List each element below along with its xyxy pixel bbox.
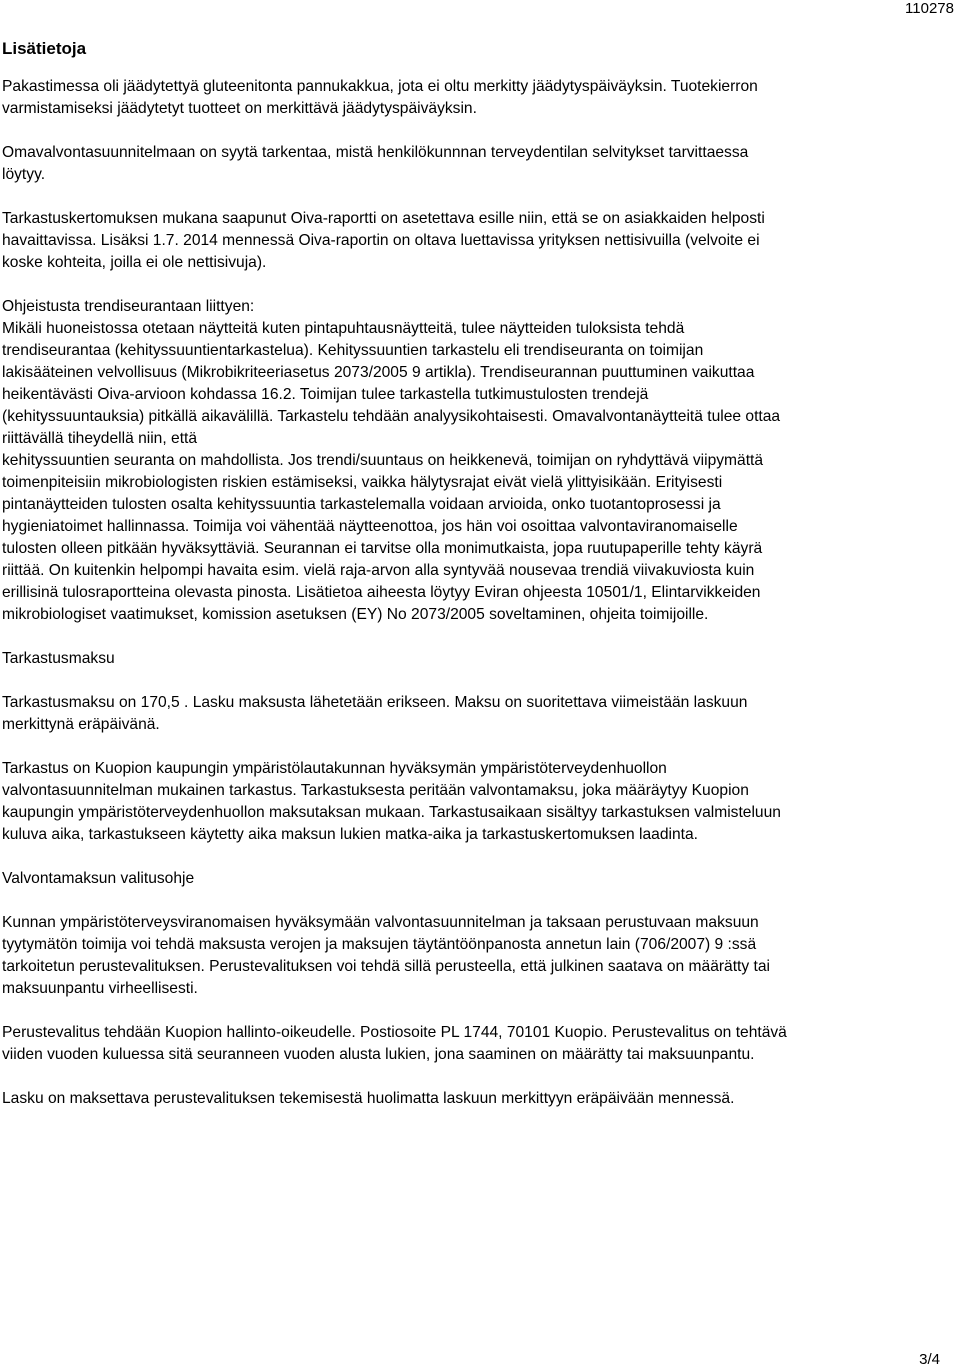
- paragraph-fee-amount: [2, 692, 954, 736]
- text-line: tyytymätön toimija voi tehdä maksusta verojen ja maksujen täytäntöönpanosta annetun lain (706/2007) 9 :ssä: [2, 936, 757, 953]
- text-line: trendiseurantaa (kehityssuuntientarkastelua). Kehityssuuntien tarkastelu eli trendiseuranta on toimijan: [2, 342, 704, 359]
- page-number: 3/4: [919, 1351, 940, 1368]
- text-line: kehityssuuntien seuranta on mahdollista. Jos trendi/suuntaus on heikkenevä, toimijan on ryhdyttävä viipymättä: [2, 452, 764, 469]
- paragraph-trend-monitoring: [2, 296, 954, 626]
- text-line: kaupungin ympäristöterveydenhuollon maksutaksan mukaan. Tarkastusaikaan sisältyy tarkastuksen valmisteluun: [2, 804, 781, 821]
- paragraph-appeal-address: [2, 1022, 954, 1066]
- document-id: 110278: [905, 0, 954, 17]
- text-line: Omavalvontasuunnitelmaan on syytä tarkentaa, mistä henkilökunnnan terveydentilan selvitykset tarvittaessa: [2, 144, 749, 161]
- text-line: valvontasuunnitelman mukainen tarkastus. Tarkastuksesta peritään valvontamaksu, joka määräytyy Kuopion: [2, 782, 749, 799]
- text-line: (kehityssuuntauksia) pitkällä aikavälillä. Tarkastelu tehdään analyysikohtaisesti. Omavalvontanäytteitä tulee ottaa: [2, 408, 781, 425]
- text-line: varmistamiseksi jäädytetyt tuotteet on merkittävä jäädytyspäiväyksin.: [2, 100, 477, 117]
- text-line: Tarkastus on Kuopion kaupungin ympäristölautakunnan hyväksymän ympäristöterveydenhuollon: [2, 760, 667, 777]
- text-line: tarkoitetun perustevalituksen. Perustevalituksen voi tehdä sillä perusteella, että julkinen saatava on määrätty tai: [2, 958, 770, 975]
- paragraph-oiva-report: [2, 208, 954, 274]
- text-line: pintanäytteiden tulosten osalta kehityssuuntia tarkastelemalla voidaan arvioida, onko tuotantoprosessi ja: [2, 496, 721, 513]
- text-line: löytyy.: [2, 166, 46, 183]
- text-line: heikentävästi Oiva-arvioon kohdassa 16.2. Toimijan tulee tarkastella tutkimustulosten trendejä: [2, 386, 649, 403]
- text-line: kuluva aika, tarkastukseen käytetty aika maksun lukien matka-aika ja tarkastuskertomuksen laadinta.: [2, 826, 698, 843]
- paragraph-appeal-payment: [2, 1088, 954, 1110]
- text-line: Kunnan ympäristöterveysviranomaisen hyväksymään valvontasuunnitelman ja taksaan perustuvaan maksuun: [2, 914, 759, 931]
- text-line: riittävällä tiheydellä niin, että: [2, 430, 198, 447]
- text-line: viiden vuoden kuluessa sitä seuranneen vuoden alusta lukien, jona saaminen on määrätty tai maksuunpantu.: [2, 1046, 755, 1063]
- paragraph-appeal-right: [2, 912, 954, 1000]
- text-line: riittää. On kuitenkin helpompi havaita esim. vielä raja-arvon alla syntyvää nousevaa trendiä viivakuviosta kuin: [2, 562, 755, 579]
- text-line: lakisääteinen velvollisuus (Mikrobikriteeriasetus 2073/2005 9 artikla). Trendiseurannan puuttuminen vaikuttaa: [2, 364, 755, 381]
- fee-heading: Tarkastusmaksu: [2, 650, 115, 667]
- text-line: erillisinä tulosraportteina olevasta pinosta. Lisätietoa aiheesta löytyy Eviran ohjeesta 10501/1, Elintarvikkeiden: [2, 584, 761, 601]
- text-line: Pakastimessa oli jäädytettyä gluteenitonta pannukakkua, jota ei oltu merkitty jäädytyspäiväyksin. Tuotekierron: [2, 78, 758, 95]
- text-line: merkittynä eräpäivänä.: [2, 716, 160, 733]
- text-line: havaittavissa. Lisäksi 1.7. 2014 mennessä Oiva-raportin on oltava luettavissa yrityksen nettisivuilla (velvoite ei: [2, 232, 760, 249]
- paragraph-health-records: [2, 142, 954, 186]
- text-line: Tarkastusmaksu on 170,5 . Lasku maksusta lähetetään erikseen. Maksu on suoritettava viimeistään laskuun: [2, 694, 748, 711]
- text-line: Perustevalitus tehdään Kuopion hallinto-oikeudelle. Postiosoite PL 1744, 70101 Kuopio. Perustevalitus on tehtävä: [2, 1024, 787, 1041]
- appeal-heading: Valvontamaksun valitusohje: [2, 870, 195, 887]
- text-line: toimenpiteisiin mikrobiologisten riskien estämiseksi, vaikka hälytysrajat eivät vielä ylittyisikään. Erityisesti: [2, 474, 723, 491]
- paragraph-fee-basis: [2, 758, 954, 846]
- text-line: Tarkastuskertomuksen mukana saapunut Oiva-raportti on asetettava esille niin, että se on asiakkaiden helposti: [2, 210, 765, 227]
- section-title: Lisätietoja: [2, 39, 87, 58]
- text-line: Lasku on maksettava perustevalituksen tekemisestä huolimatta laskuun merkittyyn eräpäivään mennessä.: [2, 1090, 735, 1107]
- text-line: Ohjeistusta trendiseurantaan liittyen:: [2, 298, 255, 315]
- paragraph-freezer-note: [2, 76, 954, 120]
- text-line: Mikäli huoneistossa otetaan näytteitä kuten pintapuhtausnäytteitä, tulee näytteiden tuloksista tehdä: [2, 320, 685, 337]
- text-line: maksuunpantu virheellisesti.: [2, 980, 198, 997]
- text-line: tulosten olleen pitkään hyväksyttäviä. Seurannan ei tarvitse olla monimutkaista, jopa ruutupaperille tehty käyrä: [2, 540, 763, 557]
- text-line: mikrobiologiset vaatimukset, komission asetuksen (EY) No 2073/2005 soveltaminen, ohjeita toimijoille.: [2, 606, 709, 623]
- text-line: hygieniatoimet hallinnassa. Toimija voi vähentää näytteenottoa, jos hän voi osoittaa valvontaviranomaiselle: [2, 518, 738, 535]
- document-body: [2, 38, 954, 1132]
- text-line: koske kohteita, joilla ei ole nettisivuja).: [2, 254, 267, 271]
